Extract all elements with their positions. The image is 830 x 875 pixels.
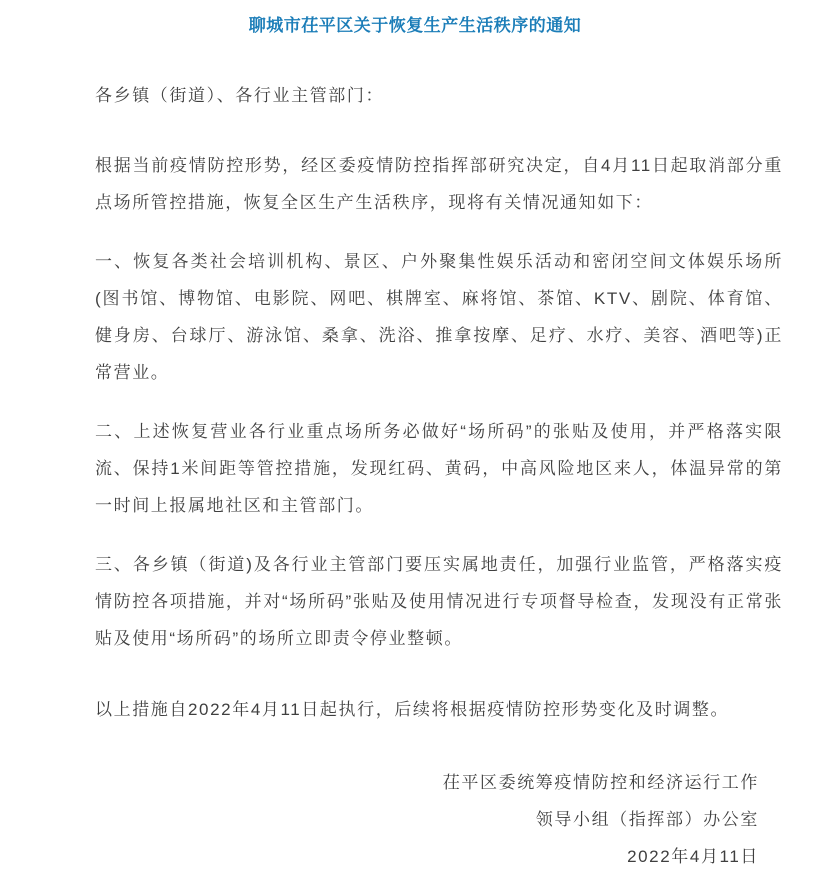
- signature-org-line-2: 领导小组（指挥部）办公室: [535, 810, 759, 829]
- salutation-line: 各乡镇（街道）、各行业主管部门：: [95, 86, 385, 105]
- signature-block: [95, 764, 783, 875]
- signature-org-line-1: 茌平区委统筹疫情防控和经济运行工作: [442, 773, 759, 792]
- signature-date: 2022年4月11日: [627, 847, 759, 866]
- item-2-paragraph: 二、上述恢复营业各行业重点场所务必做好“场所码”的张贴及使用，并严格落实限流、保持1米间距等管控措施，发现红码、黄码，中高风险地区来人，体温异常的第一时间上报属地社区和主管部门。: [95, 422, 783, 515]
- item-3-paragraph: 三、各乡镇（街道)及各行业主管部门要压实属地责任，加强行业监管，严格落实疫情防控各项措施，并对“场所码”张贴及使用情况进行专项督导检查，发现没有正常张贴及使用“场所码”的场所立即责令停业整顿。: [95, 555, 783, 648]
- intro-paragraph: 根据当前疫情防控形势，经区委疫情防控指挥部研究决定，自4月11日起取消部分重点场所管控措施，恢复全区生产生活秩序，现将有关情况通知如下：: [95, 156, 783, 212]
- item-1-paragraph: 一、恢复各类社会培训机构、景区、户外聚集性娱乐活动和密闭空间文体娱乐场所(图书馆、博物馆、电影院、网吧、棋牌室、麻将馆、茶馆、KTV、剧院、体育馆、健身房、台球厅、游泳馆、桑拿、洗浴、推拿按摩、足疗、水疗、美容、酒吧等)正常营业。: [95, 252, 783, 382]
- closing-paragraph: 以上措施自2022年4月11日起执行，后续将根据疫情防控形势变化及时调整。: [95, 700, 730, 719]
- page-title: 聊城市茌平区关于恢复生产生活秩序的通知: [248, 16, 582, 35]
